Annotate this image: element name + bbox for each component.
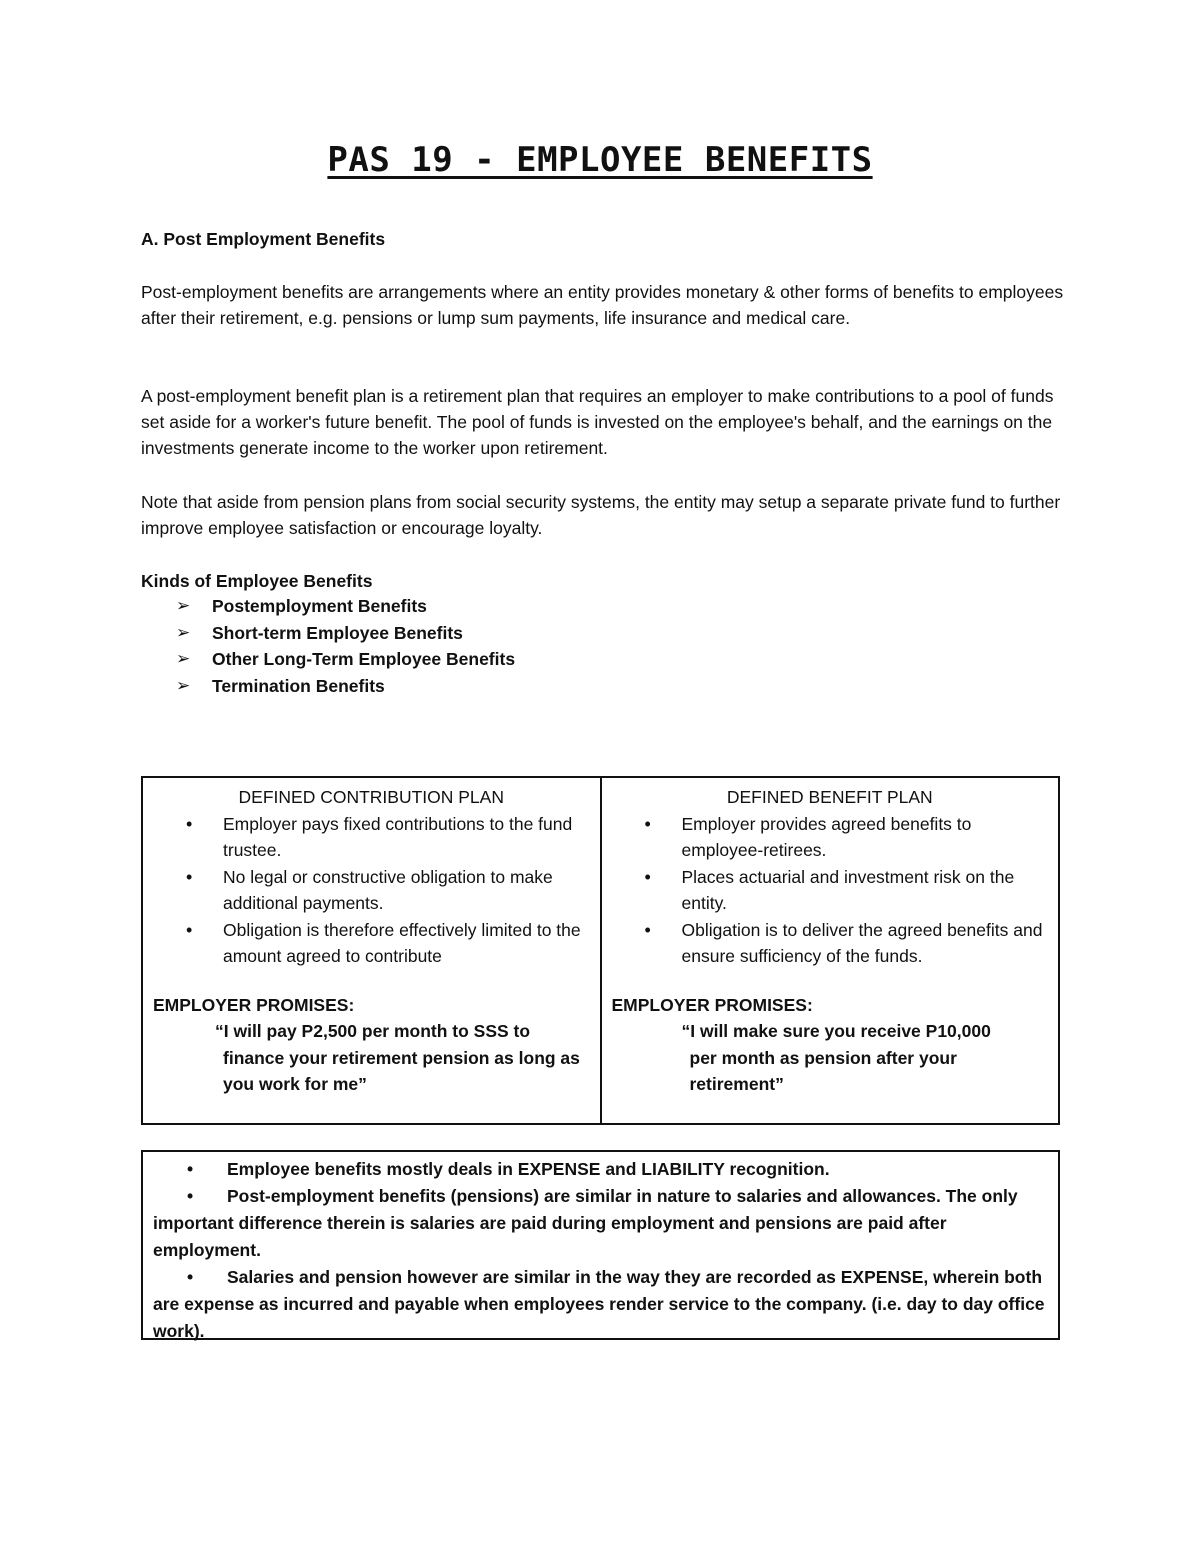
- paragraph-post-employment-definition: Post-employment benefits are arrangements where an entity provides monetary & other forms of benefits to employees after their retirement, e.g. pensions or lump sum payments, life insurance and medical care.: [141, 282, 1064, 328]
- arrow-bullet-icon: ➢: [176, 596, 191, 615]
- list-item: [612, 917, 1049, 970]
- list-item: [176, 620, 515, 647]
- bullet-text: Places actuarial and investment risk on the entity.: [681, 866, 1015, 913]
- list-item: [176, 593, 515, 620]
- column-heading: DEFINED CONTRIBUTION PLAN: [238, 787, 504, 807]
- bullet-text: No legal or constructive obligation to make additional payments.: [223, 866, 553, 913]
- promise-label: EMPLOYER PROMISES:: [611, 994, 813, 1015]
- section-heading: A. Post Employment Benefits: [141, 229, 386, 249]
- kind-label: Postemployment Benefits: [212, 596, 427, 616]
- list-item: [612, 811, 1049, 864]
- bullet-icon: •: [187, 1186, 194, 1206]
- promise-quote: “I will make sure you receive P10,000 per month as pension after your retirement”: [681, 1021, 991, 1094]
- list-item: [153, 917, 590, 970]
- promise-label: EMPLOYER PROMISES:: [153, 994, 355, 1015]
- defined-benefit-column: [600, 778, 1059, 1123]
- bullet-icon: •: [186, 866, 193, 887]
- promise-quote: “I will pay P2,500 per month to SSS to finance your retirement pension as long as you work for me”: [215, 1021, 580, 1094]
- bullet-icon: •: [187, 1267, 194, 1287]
- bullet-list: [612, 811, 1049, 970]
- note-line: [153, 1156, 1048, 1183]
- arrow-bullet-icon: ➢: [176, 622, 191, 642]
- list-item: [153, 864, 590, 917]
- note-line: [153, 1183, 1048, 1264]
- kinds-list: [176, 593, 515, 699]
- document-title: PAS 19 - EMPLOYEE BENEFITS: [327, 140, 873, 180]
- kind-label: Short-term Employee Benefits: [212, 622, 463, 643]
- bullet-icon: •: [186, 813, 193, 834]
- bullet-text: Obligation is therefore effectively limited to the amount agreed to contribute: [223, 919, 581, 966]
- list-item: [176, 646, 515, 673]
- kind-label: Termination Benefits: [212, 675, 385, 696]
- bullet-text: Employer pays fixed contributions to the fund trustee.: [223, 813, 573, 860]
- kinds-heading: Kinds of Employee Benefits: [141, 571, 373, 591]
- bullet-text: Employer provides agreed benefits to employee-retirees.: [681, 813, 972, 860]
- bullet-icon: •: [644, 813, 651, 834]
- kind-label: Other Long-Term Employee Benefits: [212, 649, 516, 669]
- paragraph-private-fund-note: Note that aside from pension plans from social security systems, the entity may setup a separate private fund to further improve employee satisfaction or encourage loyalty.: [141, 492, 1061, 538]
- column-heading: DEFINED BENEFIT PLAN: [726, 787, 933, 807]
- plan-comparison-table: [141, 776, 1060, 1125]
- note-text: Post-employment benefits (pensions) are similar in nature to salaries and allowances. The only important difference therein is salaries are paid during employment and pensions are paid after employment.: [153, 1186, 1018, 1260]
- bullet-icon: •: [186, 919, 193, 940]
- bullet-icon: •: [644, 919, 651, 940]
- summary-note-box: [141, 1150, 1060, 1340]
- note-text: Salaries and pension however are similar in the way they are recorded as EXPENSE, wherein both are expense as incurred and payable when employees render service to the company. (i.e. day to day office work).: [153, 1267, 1045, 1341]
- bullet-icon: •: [644, 866, 651, 887]
- list-item: [153, 811, 590, 864]
- list-item: [612, 864, 1049, 917]
- bullet-list: [153, 811, 590, 970]
- arrow-bullet-icon: ➢: [176, 649, 191, 668]
- bullet-icon: •: [187, 1159, 194, 1179]
- list-item: [176, 673, 515, 700]
- defined-contribution-column: [143, 778, 600, 1123]
- arrow-bullet-icon: ➢: [176, 675, 191, 695]
- note-text: Employee benefits mostly deals in EXPENSE and LIABILITY recognition.: [227, 1159, 830, 1179]
- paragraph-benefit-plan-definition: A post-employment benefit plan is a retirement plan that requires an employer to make contributions to a pool of funds set aside for a worker's future benefit. The pool of funds is invested on the employee's behalf, and the earnings on the investments generate income to the worker upon retirement.: [141, 386, 1054, 458]
- note-line: [153, 1264, 1048, 1345]
- bullet-text: Obligation is to deliver the agreed benefits and ensure sufficiency of the funds.: [681, 919, 1043, 966]
